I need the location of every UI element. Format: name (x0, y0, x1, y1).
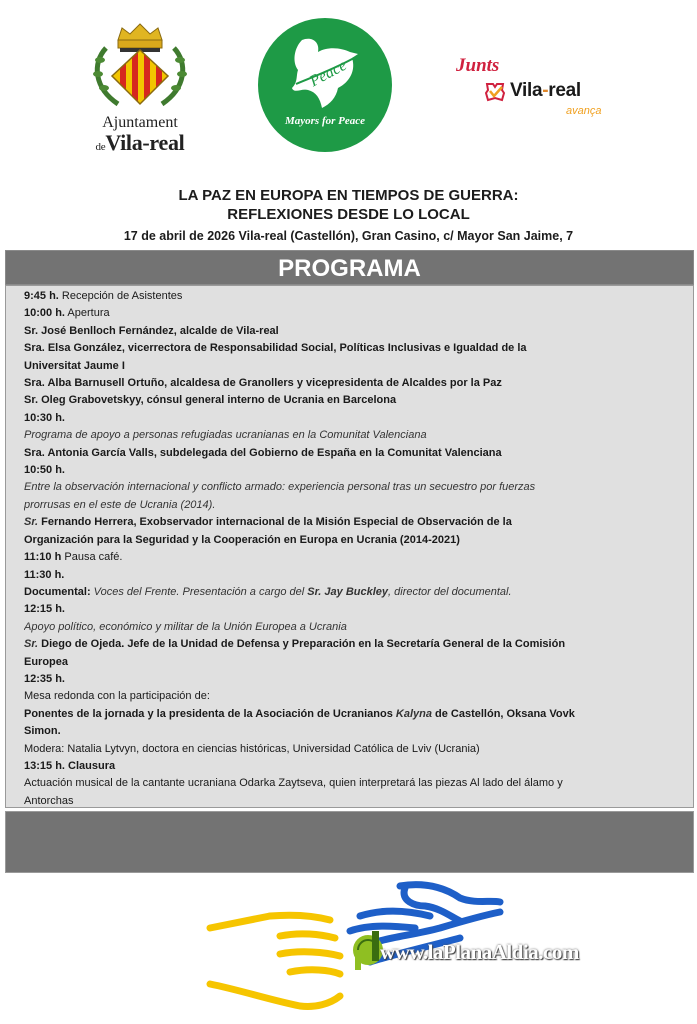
programa-line (24, 462, 675, 479)
programa-line-segment: Fernando Herrera, Exobservador internacional de la Misión Especial de Observación de la (38, 516, 512, 529)
ajuntament-vila-real-logo (78, 18, 202, 158)
dove-icon (258, 18, 392, 152)
yellow-hand-icon (210, 915, 340, 1006)
programa-line-segment: Diego de Ojeda. Jefe de la Unidad de Defensa y Preparación en la Secretaría General de la Comisión (38, 638, 566, 651)
junts-vila-real-logo (450, 55, 625, 125)
programa-line-segment: Documental: (24, 585, 91, 598)
programa-line-segment: Recepción de Asistentes (58, 290, 183, 302)
programa-line (24, 323, 675, 340)
programa-line (24, 688, 675, 705)
programa-line (24, 671, 675, 688)
programa-line-segment: 12:15 h. (24, 603, 65, 616)
programa-line-segment: Actuación musical de la cantante ucraniana Odarka Zaytseva, quien interpretará las piezas Al lado del álamo y (24, 777, 563, 790)
programa-line (24, 549, 675, 566)
programa-line-segment: Programa de apoyo a personas refugiadas ucranianas en la Comunitat Valenciana (24, 429, 427, 442)
programa-line-segment: Sr. Oleg Grabovetskyy, cónsul general interno de Ucrania en Barcelona (24, 394, 397, 407)
programa-line-segment: prorrusas en el este de Ucrania (2014). (24, 498, 216, 511)
programa-line-segment: 11:30 h. (24, 568, 65, 581)
map-check-icon (484, 81, 506, 103)
programa-line (24, 375, 675, 392)
programa-footer-bar (5, 811, 694, 873)
programa-line (24, 340, 675, 357)
programa-line (24, 758, 675, 775)
programa-line-segment: 9:45 h. (24, 290, 59, 302)
vila-real-text: Vila-real (105, 130, 185, 155)
programa-line-segment: , director del documental. (388, 585, 512, 598)
programa-line (24, 392, 675, 409)
programa-line (24, 654, 675, 671)
programa-line-segment: Organización para la Seguridad y la Cooperación en Europa en Ucrania (2014-2021) (24, 533, 460, 546)
programa-line-segment: Sr. (24, 516, 39, 529)
dash-text: - (542, 80, 549, 101)
event-title-line1: LA PAZ EN EUROPA EN TIEMPOS DE GUERRA: (178, 187, 519, 204)
de-prefix: de (95, 141, 106, 153)
vila-real-wordmark (510, 80, 581, 102)
programa-line-segment: 10:30 h. (24, 411, 65, 424)
coat-of-arms-icon (78, 18, 202, 114)
programa-line (24, 410, 675, 427)
programa-line-segment: Mesa redonda con la participación de: (24, 690, 210, 703)
programa-line-segment: Sr. Jay Buckley (307, 585, 389, 598)
mayors-for-peace-label: Mayors for Peace (284, 115, 366, 127)
programa-line (24, 619, 675, 636)
programa-line (24, 288, 675, 305)
programa-line-segment: Sra. Alba Barnusell Ortuño, alcaldesa de Granollers y vicepresidenta de Alcaldes por la Paz (24, 377, 502, 390)
event-title-line2: REFLEXIONES DESDE LO LOCAL (227, 206, 470, 223)
programa-line (24, 497, 675, 514)
programa-line-segment: 12:35 h. (24, 672, 65, 685)
programa-line-segment: Pausa café. (61, 551, 123, 564)
programa-line-segment: Voces del Frente. Presentación a cargo del (90, 585, 308, 598)
programa-line (24, 532, 675, 549)
programa-line-segment: Modera: Natalia Lytvyn, doctora en ciencias históricas, Universidad Católica de Lviv (Ucrania) (24, 742, 480, 755)
programa-line (24, 584, 675, 601)
programa-line-segment: Sra. Elsa González, vicerrectora de Responsabilidad Social, Políticas Inclusivas e Igualdad de la (24, 342, 527, 355)
programa-line (24, 427, 675, 444)
mayors-for-peace-logo (258, 18, 392, 152)
programa-line-segment: Universitat Jaume I (24, 359, 125, 372)
programa-header: PROGRAMA (5, 250, 694, 285)
programa-line-segment: 11:10 h (24, 551, 62, 564)
ajuntament-label: Ajuntament (102, 114, 178, 131)
junts-label: Junts (456, 55, 500, 76)
vila-real-label (78, 130, 202, 156)
programa-line-segment: Simon. (24, 725, 61, 738)
programa-line (24, 479, 675, 496)
programa-line-segment: 10:00 h. (24, 307, 65, 320)
programa-line-segment: Sra. Antonia García Valls, subdelegada del Gobierno de España en la Comunitat Valenciana (24, 446, 502, 459)
programa-line-segment: Apoyo político, económico y militar de la Unión Europea a Ucrania (24, 620, 347, 633)
programa-line-segment: Ponentes de la jornada y la presidenta de la Asociación de Ucranianos (24, 707, 396, 720)
programa-line (24, 601, 675, 618)
programa-line-segment: Europea (24, 655, 69, 668)
programa-line (24, 775, 675, 792)
watermark-url: www.laPlanaAldia.com (380, 940, 579, 964)
programa-line-segment: Antorchas (24, 794, 74, 807)
programa-line-segment: Entre la observación internacional y conflicto armado: experiencia personal tras un secuestro por fuerzas (24, 481, 536, 494)
programa-line (24, 514, 675, 531)
programa-line-segment: Sr. (24, 638, 39, 651)
avanca-tagline: avança (566, 105, 602, 117)
programa-line (24, 706, 675, 723)
event-details: 17 de abril de 2026 Vila-real (Castellón), Gran Casino, c/ Mayor San Jaime, 7 (123, 229, 574, 243)
programa-body (5, 285, 694, 808)
programa-line-segment: 10:50 h. (24, 464, 65, 477)
programa-line-segment: Apertura (64, 307, 110, 320)
peace-script: Peace (307, 56, 350, 91)
vila-text: Vila (510, 80, 543, 101)
real-text: real (548, 80, 581, 101)
programa-line (24, 305, 675, 322)
programa-line-segment: Sr. José Benlloch Fernández, alcalde de Vila-real (24, 324, 279, 337)
programa-line (24, 741, 675, 758)
programa-line (24, 445, 675, 462)
programa-line (24, 636, 675, 653)
la-plana-al-dia-logo-icon (353, 931, 383, 970)
programa-line (24, 723, 675, 740)
programa-line-segment: Kalyna (395, 707, 432, 720)
programa-line (24, 358, 675, 375)
programa-line-segment: 13:15 h. Clausura (24, 759, 116, 772)
programa-line (24, 793, 675, 810)
programa-line-segment: de Castellón, Oksana Vovk (431, 707, 575, 720)
programa-line (24, 567, 675, 584)
